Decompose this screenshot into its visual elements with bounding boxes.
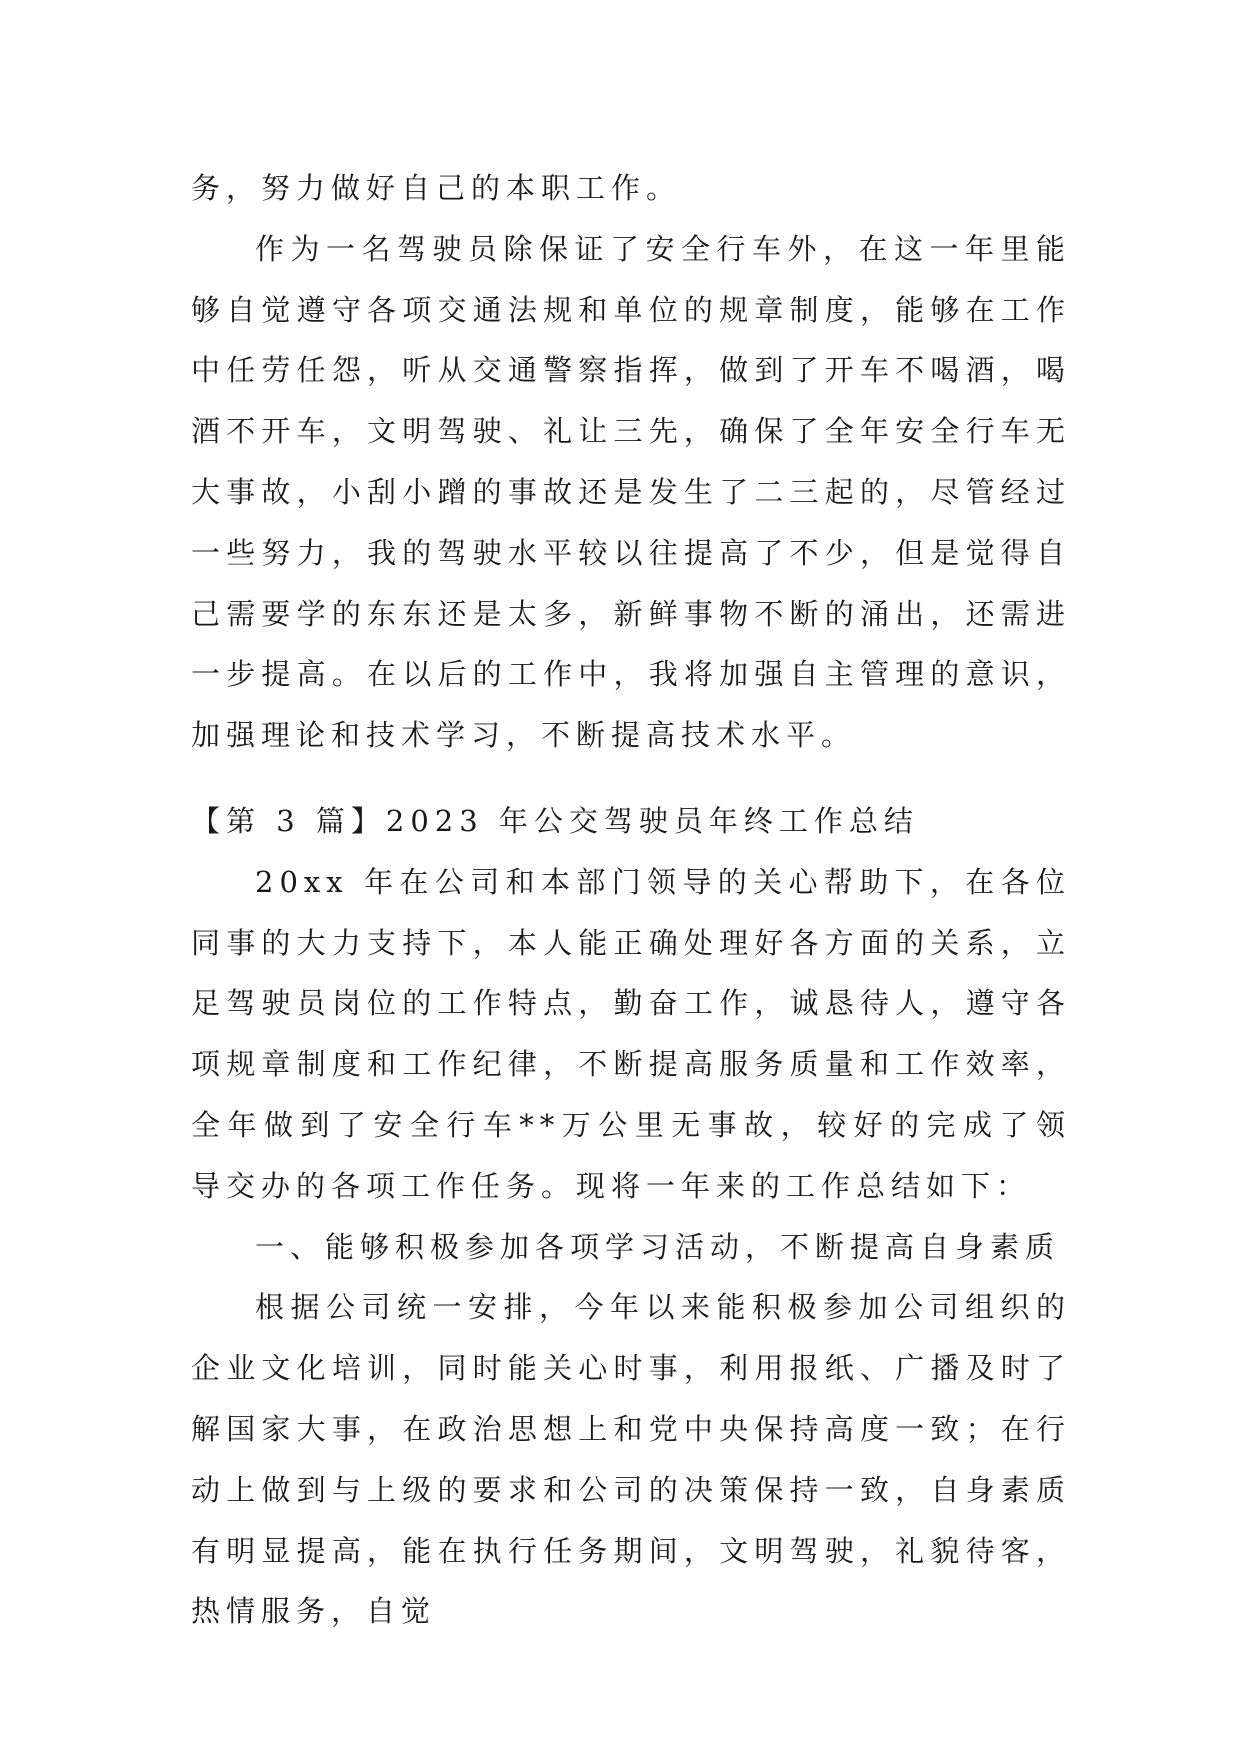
paragraph-subheading-1: 一、能够积极参加各项学习活动，不断提高自身素质 — [255, 1229, 1061, 1264]
paragraph-study-activities: 根据公司统一安排，今年以来能积极参加公司组织的企业文化培训，同时能关心时事，利用报纸、广播及时了解国家大事，在政治思想上和党中央保持高度一致；在行动上做到与上级的要求和公司的决策保持一致，自身素质有明显提高，能在执行任务期间，文明驾驶，礼貌待客，热情服务，自觉 — [191, 1290, 1071, 1629]
section-continuation — [191, 158, 1071, 766]
section-heading: 【第 3 篇】2023 年公交驾驶员年终工作总结 — [191, 804, 919, 838]
paragraph-intro: 20xx 年在公司和本部门领导的关心帮助下，在各位同事的大力支持下，本人能正确处理好各方面的关系，立足驾驶员岗位的工作特点，勤奋工作，诚恳待人，遵守各项规章制度和工作纪律，不断提高服务质量和工作效率，全年做到了安全行车**万公里无事故，较好的完成了领导交办的各项工作任务。现将一年来的工作总结如下： — [191, 864, 1071, 1203]
paragraph-driver-safety: 作为一名驾驶员除保证了安全行车外，在这一年里能够自觉遵守各项交通法规和单位的规章制度，能够在工作中任劳任怨，听从交通警察指挥，做到了开车不喝酒，喝酒不开车，文明驾驶、礼让三先，确保了全年安全行车无大事故，小刮小蹭的事故还是发生了二三起的，尽管经过一些努力，我的驾驶水平较以往提高了不少，但是觉得自己需要学的东东还是太多，新鲜事物不断的涌出，还需进一步提高。在以后的工作中，我将加强自主管理的意识，加强理论和技术学习，不断提高技术水平。 — [191, 231, 1071, 753]
section-article-3 — [191, 791, 1071, 1642]
paragraph-continuation: 务，努力做好自己的本职工作。 — [191, 171, 682, 205]
